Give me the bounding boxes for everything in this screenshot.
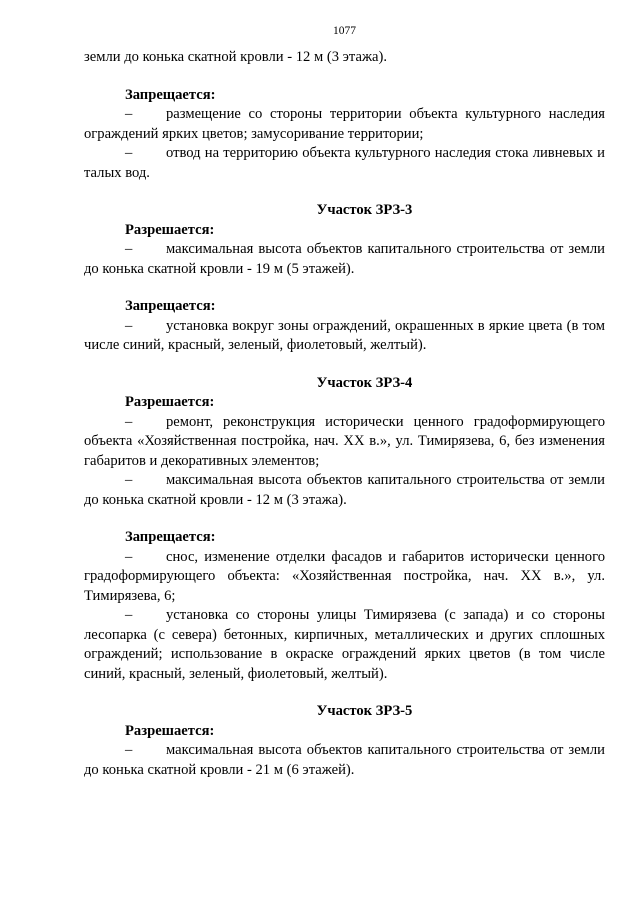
list-item: – максимальная высота объектов капитального строительства от земли до конька скатной кровли - 12 м (3 этажа). xyxy=(84,472,605,508)
section-title-zrz5: Участок ЗРЗ-5 xyxy=(316,703,413,719)
list-item: – снос, изменение отделки фасадов и габаритов исторически ценного градоформирующего объекта: «Хозяйственная постройка, нач. XX в.», ул. Тимирязева, 6; xyxy=(84,548,605,604)
dash-bullet: – xyxy=(125,472,133,488)
list-item: – размещение со стороны территории объекта культурного наследия ограждений ярких цветов; замусоривание территории; xyxy=(84,106,605,142)
list-item: – ремонт, реконструкция исторически ценного градоформирующего объекта «Хозяйственная постройка, нач. XX в.», ул. Тимирязева, 6, без изменения габаритов и декоративных элементов; xyxy=(84,413,605,469)
list-item: – отвод на территорию объекта культурного наследия стока ливневых и талых вод. xyxy=(84,145,605,181)
list-item: – установка вокруг зоны ограждений, окрашенных в яркие цвета (в том числе синий, красный, зеленый, фиолетовый, желтый). xyxy=(84,317,605,353)
forbidden-heading: Запрещается: xyxy=(125,86,216,103)
forbidden-heading: Запрещается: xyxy=(125,298,216,314)
intro-line: земли до конька скатной кровли - 12 м (3 этажа). xyxy=(84,49,388,65)
forbidden-heading: Запрещается: xyxy=(125,529,216,545)
list-item: – установка со стороны улицы Тимирязева (с запада) и со стороны лесопарка (с севера) бетонных, кирпичных, металлических и других сплошных ограждений; использование в окраске ограждений ярких цветов (в том числе синий, красный, зеленый, фиолетовый, желтый). xyxy=(84,607,605,682)
dash-bullet: – xyxy=(125,241,133,257)
dash-bullet: – xyxy=(125,106,133,122)
allowed-heading: Разрешается: xyxy=(125,394,215,410)
section-title-zrz4: Участок ЗРЗ-4 xyxy=(316,374,413,391)
list-item: – максимальная высота объектов капитального строительства от земли до конька скатной кровли - 19 м (5 этажей). xyxy=(84,241,605,277)
section-title-zrz3: Участок ЗРЗ-3 xyxy=(316,202,413,218)
dash-bullet: – xyxy=(125,548,133,565)
document-body xyxy=(84,48,605,780)
list-item: – максимальная высота объектов капитального строительства от земли до конька скатной кровли - 21 м (6 этажей). xyxy=(84,742,605,778)
dash-bullet: – xyxy=(125,145,133,161)
dash-bullet: – xyxy=(125,607,133,623)
dash-bullet: – xyxy=(125,742,133,758)
allowed-heading: Разрешается: xyxy=(125,722,215,739)
allowed-heading: Разрешается: xyxy=(125,221,215,238)
page-number: 1077 xyxy=(333,25,356,37)
dash-bullet: – xyxy=(125,413,133,430)
dash-bullet: – xyxy=(125,317,133,334)
